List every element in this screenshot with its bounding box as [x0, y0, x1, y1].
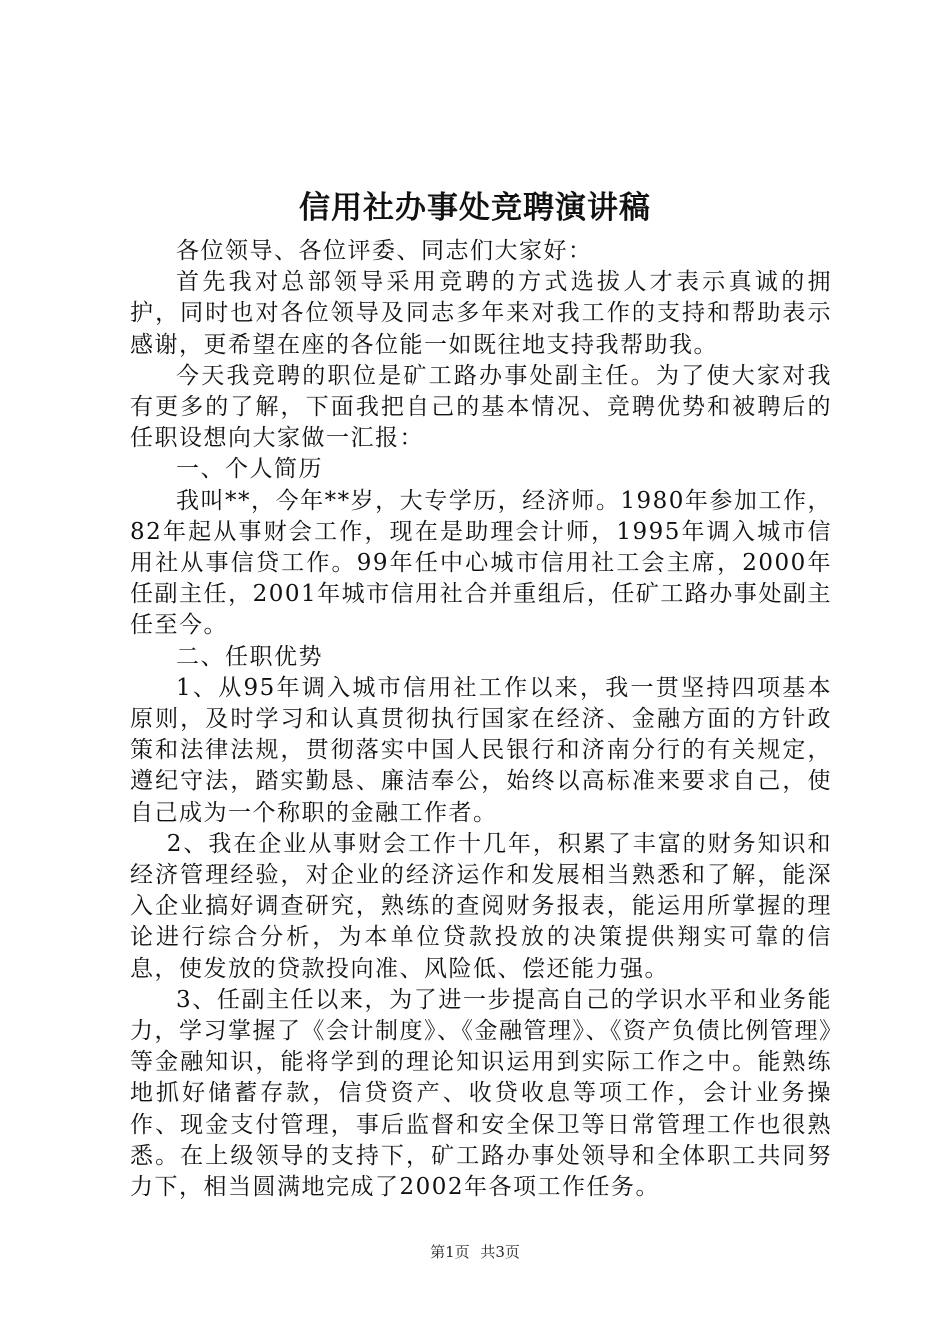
position-paragraph: 今天我竞聘的职位是矿工路办事处副主任。为了使大家对我有更多的了解，下面我把自己的基本情况、竞聘优势和被聘后的任职设想向大家做一汇报： — [130, 362, 832, 452]
document-title: 信用社办事处竞聘演讲稿 — [299, 190, 651, 226]
advantage-paragraph-3: 3、任副主任以来，为了进一步提高自己的学识水平和业务能力，学习掌握了《会计制度》、《金融管理》、《资产负债比例管理》等金融知识，能将学到的理论知识运用到实际工作之中。能熟练地抓好储蓄存款，信贷资产、收贷收息等项工作，会计业务操作、现金支付管理，事后监督和安全保卫等日常管理工作也很熟悉。在上级领导的支持下，矿工路办事处领导和全体职工共同努力下，相当圆满地完成了2002年各项工作任务。 — [130, 986, 832, 1201]
resume-paragraph: 我叫**，今年**岁，大专学历，经济师。1980年参加工作，82年起从事财会工作，现在是助理会计师，1995年调入城市信用社从事信贷工作。99年任中心城市信用社工会主席，2000年任副主任，2001年城市信用社合并重组后，任矿工路办事处副主任至今。 — [130, 487, 832, 639]
page-number: 第1页 — [430, 1243, 470, 1261]
opening-paragraph: 首先我对总部领导采用竞聘的方式选拔人才表示真诚的拥护，同时也对各位领导及同志多年来对我工作的支持和帮助表示感谢，更希望在座的各位能一如既往地支持我帮助我。 — [130, 269, 832, 358]
advantage-paragraph-1: 1、从95年调入城市信用社工作以来，我一贯坚持四项基本原则，及时学习和认真贯彻执行国家在经济、金融方面的方针政策和法律法规，贯彻落实中国人民银行和济南分行的有关规定，遵纪守法，踏实勤恳、廉洁奉公，始终以高标准来要求自己，使自己成为一个称职的金融工作者。 — [130, 674, 832, 826]
section-heading-advantages: 二、任职优势 — [176, 643, 323, 670]
page-total: 共3页 — [480, 1243, 520, 1261]
greeting-paragraph: 各位领导、各位评委、同志们大家好： — [176, 238, 593, 264]
document-body — [130, 236, 832, 1203]
page-footer — [0, 1242, 950, 1262]
advantage-paragraph-2: 2、我在企业从事财会工作十几年，积累了丰富的财务知识和经济管理经验，对企业的经济运作和发展相当熟悉和了解，能深入企业搞好调查研究，熟练的查阅财务报表，能运用所掌握的理论进行综合分析，为本单位贷款投放的决策提供翔实可靠的信息，使发放的贷款投向准、风险低、偿还能力强。 — [130, 830, 832, 982]
section-heading-resume: 一、个人简历 — [176, 456, 323, 483]
